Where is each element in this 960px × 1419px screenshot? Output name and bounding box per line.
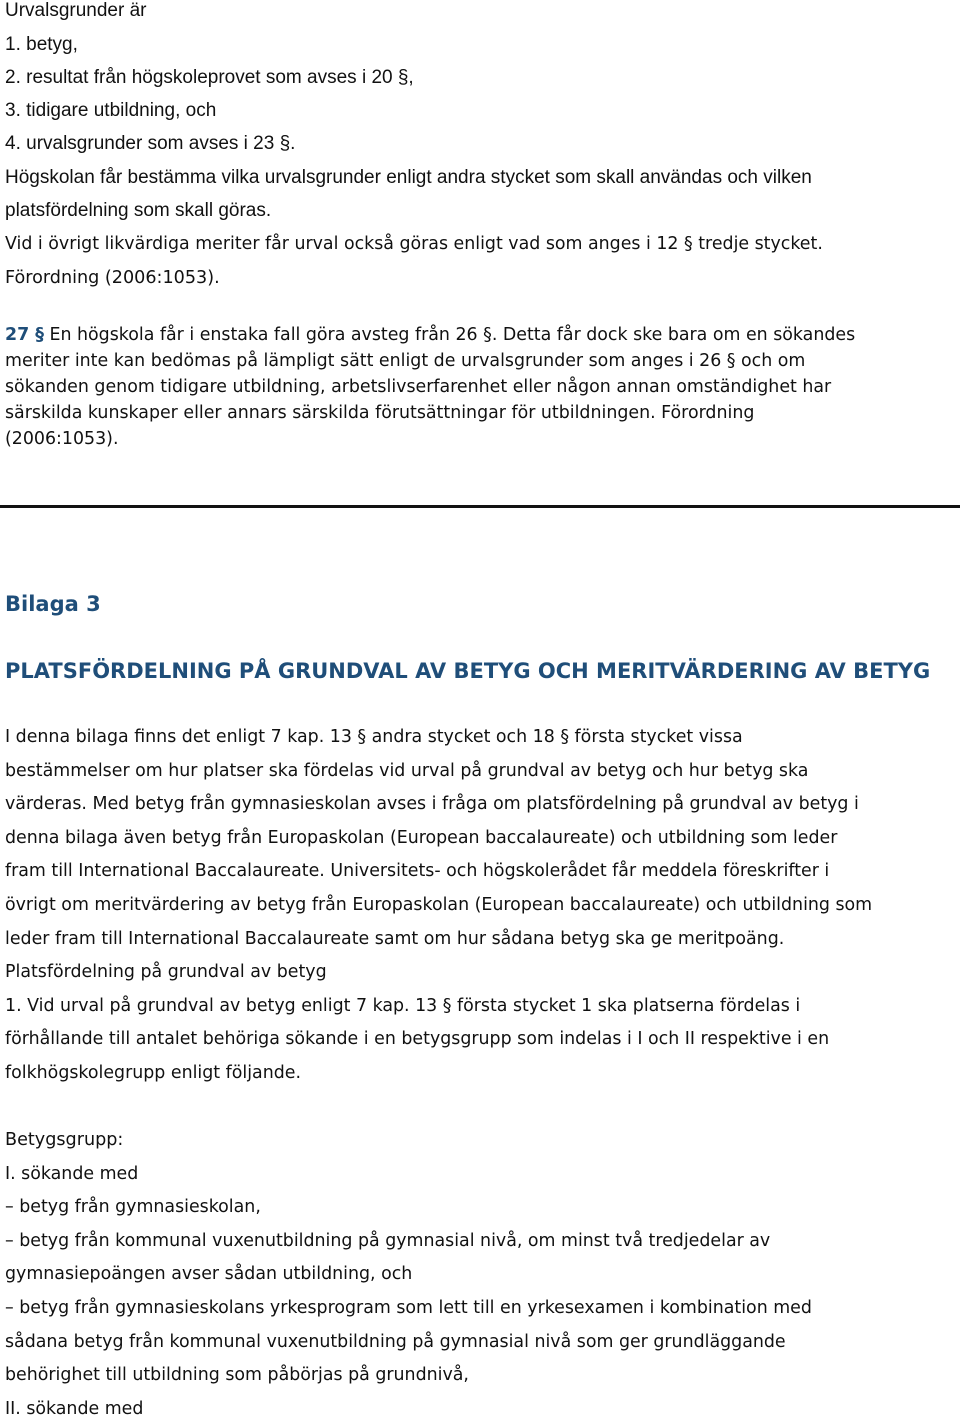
bilaga-text-line: förhållande till antalet behöriga sökande i en betygsgrupp som indelas i I och II respektive i en (5, 1029, 830, 1049)
bilaga-text-line: folkhögskolegrupp enligt följande. (5, 1063, 302, 1083)
section-27-line: (2006:1053). (5, 429, 119, 449)
list-item: 4. urvalsgrunder som avses i 23 §. (5, 133, 296, 154)
forordning-ref: Förordning (2006:1053). (5, 268, 220, 288)
intro-heading: Urvalsgrunder är (5, 0, 147, 21)
bilaga-text-line: fram till International Baccalaureate. Universitets- och högskolerådet får meddela föreskrifter i (5, 861, 830, 881)
list-item: 1. betyg, (5, 34, 78, 55)
bilaga-text-line: bestämmelser om hur platser ska fördelas vid urval på grundval av betyg och hur betyg ska (5, 761, 809, 781)
list-item: 3. tidigare utbildning, och (5, 100, 217, 121)
betygsgrupp-line: II. sökande med (5, 1399, 144, 1419)
section-27-line: meriter inte kan bedömas på lämpligt sätt enligt de urvalsgrunder som anges i 26 § och om (5, 351, 806, 371)
hogskolan-text: platsfördelning som skall göras. (5, 200, 272, 221)
bilaga-text-line: värderas. Med betyg från gymnasieskolan avses i fråga om platsfördelning på grundval av betyg i (5, 794, 859, 814)
hogskolan-text: Högskolan får bestämma vilka urvalsgrunder enligt andra stycket som skall användas och vilken (5, 167, 812, 188)
section-divider (0, 505, 960, 508)
bilaga-title: Bilaga 3 (5, 592, 101, 616)
bilaga-text-line: övrigt om meritvärdering av betyg från Europaskolan (European baccalaureate) och utbildning som (5, 895, 873, 915)
betygsgrupp-label: Betygsgrupp: (5, 1130, 124, 1150)
betygsgrupp-line: gymnasiepoängen avser sådan utbildning, och (5, 1264, 413, 1284)
list-item: 2. resultat från högskoleprovet som avses i 20 §, (5, 67, 414, 88)
betygsgrupp-line: I. sökande med (5, 1164, 139, 1184)
section-27-line: sökanden genom tidigare utbildning, arbetslivserfarenhet eller någon annan omständighet har (5, 377, 832, 397)
section-27-line: särskilda kunskaper eller annars särskilda förutsättningar för utbildningen. Förordning (5, 403, 755, 423)
vid-ovrigt-text: Vid i övrigt likvärdiga meriter får urval också göras enligt vad som anges i 12 § tredje stycket. (5, 234, 823, 254)
betygsgrupp-line: – betyg från gymnasieskolan, (5, 1197, 261, 1217)
section-27-text: En högskola får i enstaka fall göra avsteg från 26 §. Detta får dock ske bara om en sökandes (43, 325, 856, 345)
betygsgrupp-line: behörighet till utbildning som påbörjas på grundnivå, (5, 1365, 469, 1385)
section-27-line (5, 325, 855, 345)
section-27-number[interactable]: 27 § (5, 325, 44, 345)
platsfordelning-heading: Platsfördelning på grundval av betyg (5, 962, 327, 982)
betygsgrupp-line: – betyg från gymnasieskolans yrkesprogram som lett till en yrkesexamen i kombination med (5, 1298, 812, 1318)
bilaga-subtitle: PLATSFÖRDELNING PÅ GRUNDVAL AV BETYG OCH MERITVÄRDERING AV BETYG (5, 659, 931, 683)
bilaga-text-line: denna bilaga även betyg från Europaskolan (European baccalaureate) och utbildning som leder (5, 828, 838, 848)
betygsgrupp-line: – betyg från kommunal vuxenutbildning på gymnasial nivå, om minst två tredjedelar av (5, 1231, 771, 1251)
bilaga-text-line: I denna bilaga finns det enligt 7 kap. 13 § andra stycket och 18 § första stycket vissa (5, 727, 743, 747)
bilaga-text-line: leder fram till International Baccalaureate samt om hur sådana betyg ska ge meritpoäng. (5, 929, 785, 949)
bilaga-text-line: 1. Vid urval på grundval av betyg enligt 7 kap. 13 § första stycket 1 ska platserna fördelas i (5, 996, 801, 1016)
betygsgrupp-line: sådana betyg från kommunal vuxenutbildning på gymnasial nivå som ger grundläggande (5, 1332, 786, 1352)
